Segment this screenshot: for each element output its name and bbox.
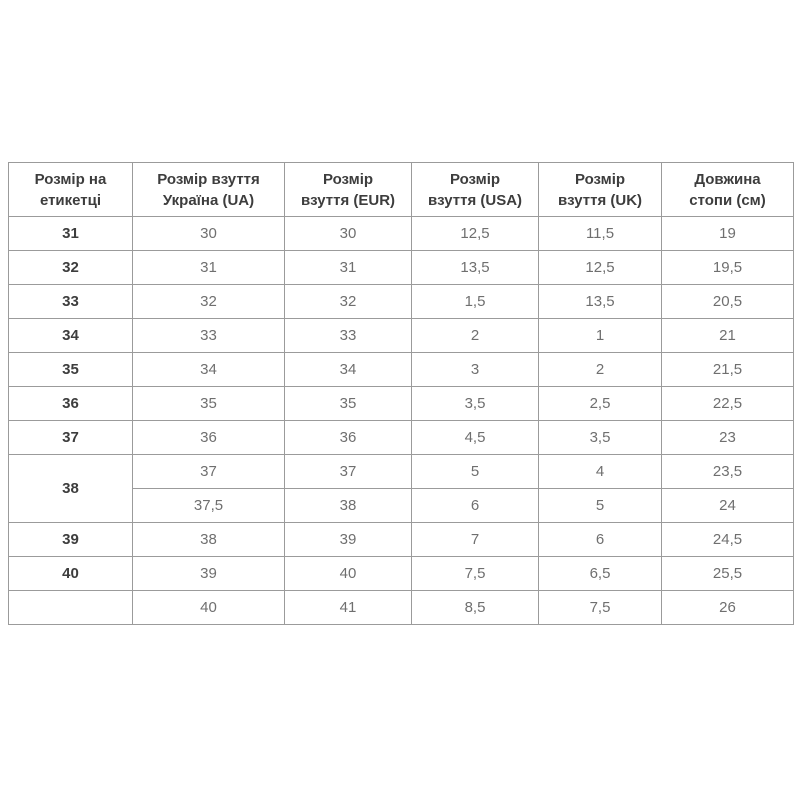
column-header-0: Розмір на етикетці xyxy=(9,163,133,217)
size-value-cell: 35 xyxy=(133,387,285,421)
row-label-cell: 32 xyxy=(9,251,133,285)
table-body xyxy=(9,217,794,625)
row-label-cell: 33 xyxy=(9,285,133,319)
row-label-cell: 36 xyxy=(9,387,133,421)
size-value-cell: 2,5 xyxy=(539,387,662,421)
size-value-cell: 7 xyxy=(412,523,539,557)
size-value-cell: 12,5 xyxy=(539,251,662,285)
column-header-2: Розмір взуття (EUR) xyxy=(285,163,412,217)
size-value-cell: 40 xyxy=(133,591,285,625)
table-row xyxy=(9,217,794,251)
size-value-cell: 2 xyxy=(539,353,662,387)
table-row xyxy=(9,455,794,489)
size-value-cell: 31 xyxy=(133,251,285,285)
size-value-cell: 31 xyxy=(285,251,412,285)
size-value-cell: 39 xyxy=(133,557,285,591)
size-value-cell: 2 xyxy=(412,319,539,353)
size-value-cell: 7,5 xyxy=(412,557,539,591)
shoe-size-conversion-table xyxy=(8,162,794,625)
size-value-cell: 30 xyxy=(133,217,285,251)
size-value-cell: 32 xyxy=(133,285,285,319)
size-value-cell: 33 xyxy=(133,319,285,353)
size-value-cell: 36 xyxy=(133,421,285,455)
column-header-4: Розмір взуття (UK) xyxy=(539,163,662,217)
size-value-cell: 24,5 xyxy=(662,523,794,557)
size-value-cell: 26 xyxy=(662,591,794,625)
size-value-cell: 40 xyxy=(285,557,412,591)
table-row xyxy=(9,285,794,319)
table-row xyxy=(9,557,794,591)
size-value-cell: 11,5 xyxy=(539,217,662,251)
size-value-cell: 19 xyxy=(662,217,794,251)
size-value-cell: 34 xyxy=(133,353,285,387)
size-value-cell: 13,5 xyxy=(539,285,662,319)
size-value-cell: 39 xyxy=(285,523,412,557)
size-value-cell: 38 xyxy=(285,489,412,523)
size-value-cell: 30 xyxy=(285,217,412,251)
size-value-cell: 21 xyxy=(662,319,794,353)
size-value-cell: 6,5 xyxy=(539,557,662,591)
size-value-cell: 41 xyxy=(285,591,412,625)
table-row xyxy=(9,591,794,625)
size-value-cell: 34 xyxy=(285,353,412,387)
size-value-cell: 7,5 xyxy=(539,591,662,625)
size-value-cell: 21,5 xyxy=(662,353,794,387)
row-label-cell: 37 xyxy=(9,421,133,455)
size-value-cell: 3,5 xyxy=(412,387,539,421)
size-value-cell: 37 xyxy=(285,455,412,489)
row-label-cell: 39 xyxy=(9,523,133,557)
size-value-cell: 4,5 xyxy=(412,421,539,455)
size-value-cell: 1 xyxy=(539,319,662,353)
size-value-cell: 5 xyxy=(412,455,539,489)
table-row xyxy=(9,251,794,285)
size-value-cell: 1,5 xyxy=(412,285,539,319)
size-value-cell: 33 xyxy=(285,319,412,353)
size-value-cell: 5 xyxy=(539,489,662,523)
size-value-cell: 24 xyxy=(662,489,794,523)
size-value-cell: 19,5 xyxy=(662,251,794,285)
size-value-cell: 25,5 xyxy=(662,557,794,591)
row-label-cell: 40 xyxy=(9,557,133,591)
size-value-cell: 36 xyxy=(285,421,412,455)
size-value-cell: 38 xyxy=(133,523,285,557)
size-value-cell: 4 xyxy=(539,455,662,489)
table-row xyxy=(9,319,794,353)
size-value-cell: 37,5 xyxy=(133,489,285,523)
size-chart-container xyxy=(8,162,794,625)
size-value-cell: 32 xyxy=(285,285,412,319)
table-row xyxy=(9,353,794,387)
table-row xyxy=(9,387,794,421)
size-value-cell: 23,5 xyxy=(662,455,794,489)
table-header-row xyxy=(9,163,794,217)
size-value-cell: 3,5 xyxy=(539,421,662,455)
size-value-cell: 12,5 xyxy=(412,217,539,251)
table-row xyxy=(9,421,794,455)
size-value-cell: 8,5 xyxy=(412,591,539,625)
row-label-cell: 38 xyxy=(9,455,133,523)
size-value-cell: 3 xyxy=(412,353,539,387)
size-value-cell: 20,5 xyxy=(662,285,794,319)
row-label-cell: 31 xyxy=(9,217,133,251)
row-label-cell xyxy=(9,591,133,625)
row-label-cell: 35 xyxy=(9,353,133,387)
size-value-cell: 6 xyxy=(412,489,539,523)
size-value-cell: 13,5 xyxy=(412,251,539,285)
size-value-cell: 23 xyxy=(662,421,794,455)
column-header-5: Довжина стопи (см) xyxy=(662,163,794,217)
size-value-cell: 6 xyxy=(539,523,662,557)
table-row xyxy=(9,523,794,557)
column-header-3: Розмір взуття (USA) xyxy=(412,163,539,217)
size-value-cell: 37 xyxy=(133,455,285,489)
header-row xyxy=(9,163,794,217)
size-value-cell: 22,5 xyxy=(662,387,794,421)
size-value-cell: 35 xyxy=(285,387,412,421)
column-header-1: Розмір взуття Україна (UA) xyxy=(133,163,285,217)
row-label-cell: 34 xyxy=(9,319,133,353)
